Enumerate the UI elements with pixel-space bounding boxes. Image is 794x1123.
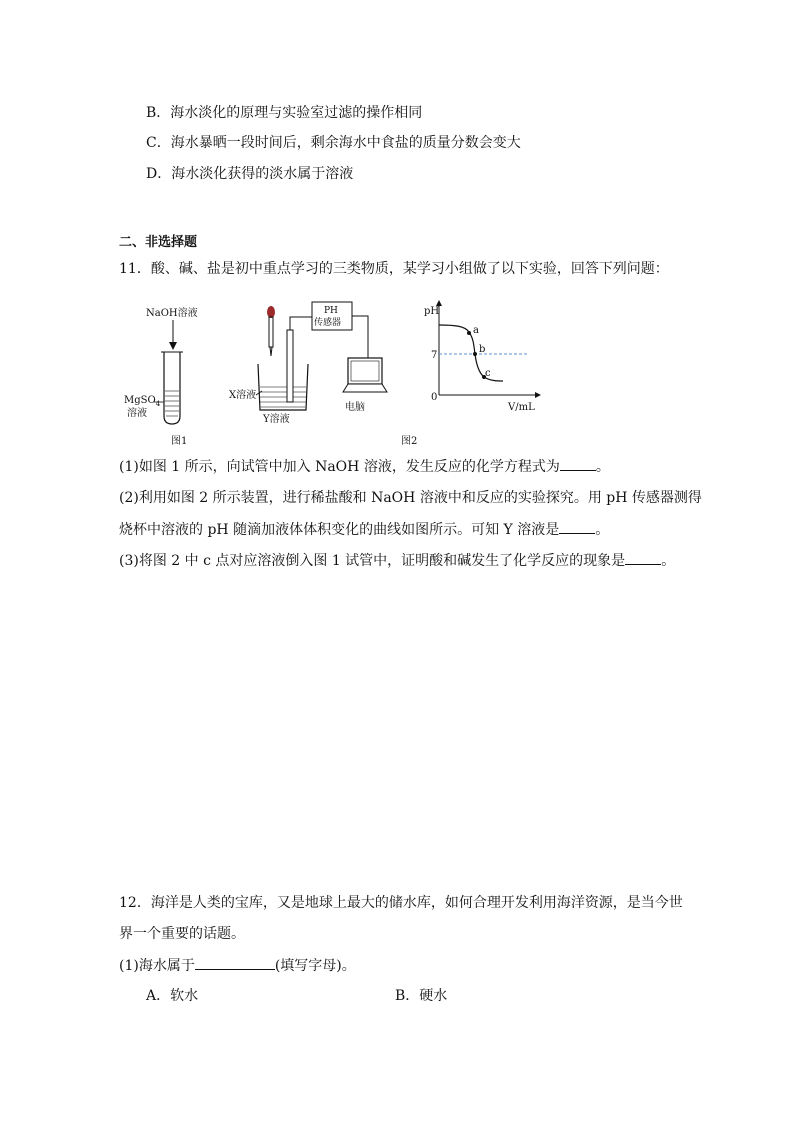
sensor-wire	[352, 316, 368, 358]
option-d: D．海水淡化获得的淡水属于溶液	[146, 166, 354, 182]
probe-wire	[290, 317, 312, 330]
option-c: C．海水暴晒一段时间后，剩余海水中食盐的质量分数会变大	[146, 135, 521, 151]
sensor-label-2: 传感器	[314, 318, 342, 328]
question-12-stem-line-1: 12．海洋是人类的宝库，又是地球上最大的储水库，如何合理开发利用海洋资源，是当今世	[119, 895, 683, 911]
q12-part-1-text: (1)海水属于	[119, 958, 195, 974]
test-tube	[164, 352, 180, 424]
option-b: B．海水淡化的原理与实验室过滤的操作相同	[146, 105, 423, 121]
point-b	[473, 352, 477, 356]
ph-curve	[439, 325, 503, 381]
answer-blank-1[interactable]	[560, 456, 596, 471]
q11-part-2-line-2: 烧杯中溶液的 pH 随滴加液体体积变化的曲线如图所示。可知 Y 溶液是 。	[119, 519, 609, 540]
ph-probe	[287, 330, 293, 402]
dropper-bulb	[267, 306, 275, 318]
question-11-stem: 11．酸、碱、盐是初中重点学习的三类物质，某学习小组做了以下实验，回答下列问题：	[119, 261, 669, 277]
dropper-tube	[269, 317, 273, 347]
q11-part-3-text: (3)将图 2 中 c 点对应溶液倒入图 1 试管中，证明酸和碱发生了化学反应的现象是	[119, 553, 626, 569]
q11-part-1: (1)如图 1 所示，向试管中加入 NaOH 溶液，发生反应的化学方程式为 。	[119, 456, 610, 477]
fig2-caption: 图2	[401, 436, 418, 447]
graph-xlabel: V/mL	[508, 402, 535, 413]
laptop-screen	[348, 358, 382, 384]
question-12-stem-line-2: 界一个重要的话题。	[119, 926, 245, 942]
answer-blank-3[interactable]	[625, 550, 661, 565]
figure-1	[124, 306, 198, 447]
sensor-label-1: PH	[324, 306, 338, 316]
graph-origin: 0	[431, 392, 438, 403]
q11-part-2-text: 烧杯中溶液的 pH 随滴加液体体积变化的曲线如图所示。可知 Y 溶液是	[119, 522, 560, 538]
label-b: b	[479, 344, 486, 355]
ph-graph	[424, 300, 541, 413]
q11-part-2-line-1: (2)利用如图 2 所示装置，进行稀盐酸和 NaOH 溶液中和反应的实验探究。用 pH 传感器测得	[119, 490, 702, 506]
section-title: 二、非选择题	[119, 235, 198, 250]
fig1-reagent-label: NaOH溶液	[146, 308, 198, 319]
graph-ylabel: pH	[424, 306, 440, 317]
point-a	[467, 331, 471, 335]
q12-option-b: B．硬水	[395, 988, 448, 1004]
fig1-caption: 图1	[171, 436, 188, 447]
label-c: c	[485, 368, 491, 379]
x-solution-label: X溶液	[229, 390, 257, 401]
fig1-tube-label-2: 溶液	[127, 408, 147, 419]
y-solution-label: Y溶液	[263, 414, 290, 425]
figure-2-apparatus	[229, 302, 417, 447]
graph-tick-7: 7	[431, 350, 438, 361]
fig1-tube-label-1: MgSO$_4$	[124, 395, 161, 408]
q11-part-3: (3)将图 2 中 c 点对应溶液倒入图 1 试管中，证明酸和碱发生了化学反应的现象是 。	[119, 550, 675, 571]
label-a: a	[473, 325, 479, 336]
q12-part-1: (1)海水属于 (填写字母)。	[119, 955, 356, 976]
computer-label: 电脑	[345, 402, 365, 413]
answer-blank-2[interactable]	[559, 519, 595, 534]
test-tube-liquid	[165, 391, 179, 416]
q11-part-1-text: (1)如图 1 所示，向试管中加入 NaOH 溶液，发生反应的化学方程式为	[119, 459, 560, 475]
laptop-base	[343, 384, 387, 392]
fig1-arrow-head	[169, 342, 177, 350]
beaker-liquid	[260, 387, 306, 407]
figure-q11	[0, 290, 794, 460]
answer-blank-4[interactable]	[195, 955, 275, 970]
q12-option-a: A．软水	[146, 988, 199, 1004]
